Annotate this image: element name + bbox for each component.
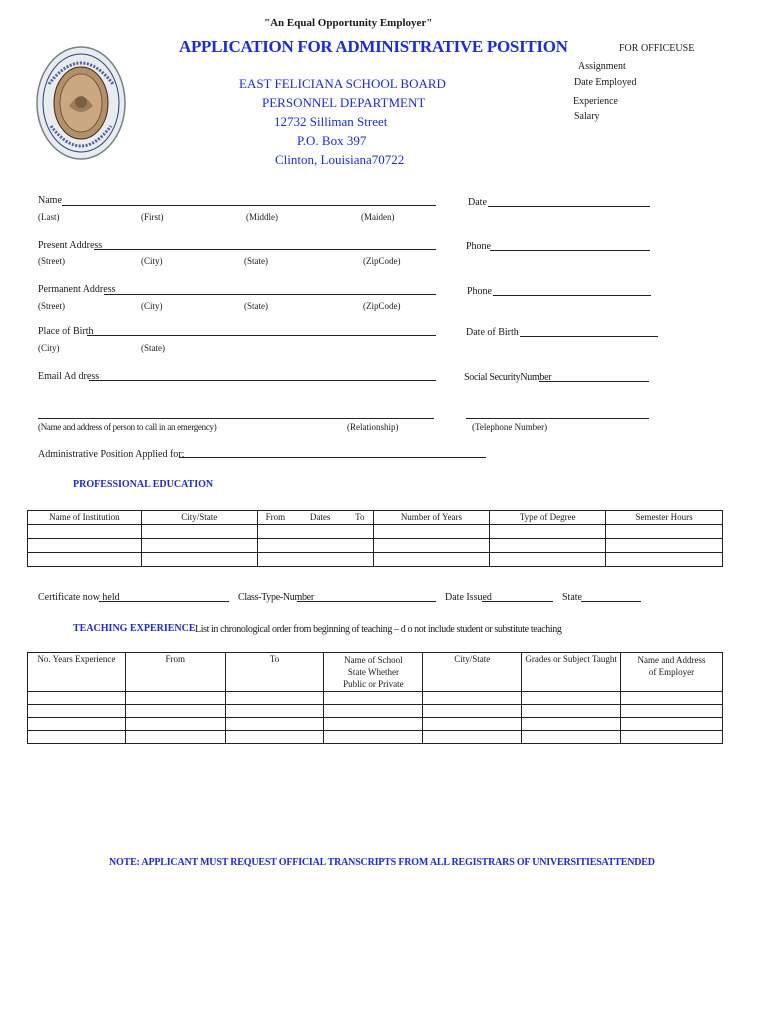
table-cell[interactable] <box>225 731 324 744</box>
table-cell[interactable] <box>490 553 606 567</box>
name-field[interactable] <box>62 205 436 206</box>
table-cell[interactable] <box>28 718 126 731</box>
certificate-state-label: State <box>562 592 582 603</box>
teaching-heading: TEACHING EXPERIENCE <box>73 623 196 634</box>
teach-header-school: Name of School State Whether Public or Private <box>324 653 423 692</box>
table-cell[interactable] <box>621 692 723 705</box>
birth-place-label: Place of Birth <box>38 326 94 337</box>
table-cell[interactable] <box>141 553 257 567</box>
table-cell[interactable] <box>522 718 621 731</box>
phone2-label: Phone <box>467 286 492 297</box>
table-cell[interactable] <box>28 705 126 718</box>
table-cell[interactable] <box>141 525 257 539</box>
name-sub-last: (Last) <box>38 212 60 222</box>
table-cell[interactable] <box>606 525 723 539</box>
emergency-phone-field[interactable] <box>466 418 649 419</box>
teach-header-to: To <box>225 653 324 692</box>
edu-header-city-state: City/State <box>141 511 257 525</box>
table-row <box>28 692 723 705</box>
table-cell[interactable] <box>490 539 606 553</box>
table-row <box>28 525 723 539</box>
table-cell[interactable] <box>423 731 522 744</box>
table-cell[interactable] <box>324 718 423 731</box>
email-field[interactable] <box>89 380 436 381</box>
table-cell[interactable] <box>257 553 373 567</box>
permanent-address-field[interactable] <box>104 294 436 295</box>
table-cell[interactable] <box>373 525 490 539</box>
table-cell[interactable] <box>257 539 373 553</box>
teaching-table <box>27 652 723 744</box>
education-heading: PROFESSIONAL EDUCATION <box>73 479 214 490</box>
table-cell[interactable] <box>324 692 423 705</box>
table-cell[interactable] <box>423 718 522 731</box>
date-label: Date <box>468 197 487 208</box>
position-label: Administrative Position Applied for: <box>38 449 185 460</box>
education-table <box>27 510 723 567</box>
table-cell[interactable] <box>125 705 225 718</box>
table-cell[interactable] <box>423 705 522 718</box>
table-row <box>28 705 723 718</box>
ssn-field[interactable] <box>539 381 649 382</box>
table-cell[interactable] <box>522 692 621 705</box>
certificate-class-field[interactable] <box>297 601 436 602</box>
table-cell[interactable] <box>373 539 490 553</box>
table-cell[interactable] <box>28 731 126 744</box>
certificate-issued-label: Date Issued <box>445 592 492 603</box>
present-sub-street: (Street) <box>38 256 65 266</box>
table-cell[interactable] <box>28 525 142 539</box>
table-cell[interactable] <box>324 731 423 744</box>
certificate-issued-field[interactable] <box>482 601 553 602</box>
edu-header-institution: Name of Institution <box>28 511 142 525</box>
present-sub-zip: (ZipCode) <box>363 256 401 266</box>
edu-header-hours: Semester Hours <box>606 511 723 525</box>
birth-date-label: Date of Birth _ <box>466 327 527 338</box>
office-use-salary: Salary <box>574 111 600 122</box>
edu-header-dates-label: Dates <box>309 512 331 522</box>
name-sub-first: (First) <box>141 212 164 222</box>
tagline: "An Equal Opportunity Employer" <box>264 17 433 29</box>
edu-header-years: Number of Years <box>373 511 490 525</box>
certificate-class-label: Class-Type-Number <box>238 592 314 603</box>
department-name: PERSONNEL DEPARTMENT <box>262 95 426 110</box>
emergency-contact-field[interactable] <box>38 418 434 419</box>
city-address: Clinton, Louisiana70722 <box>275 152 405 167</box>
present-sub-state: (State) <box>244 256 268 266</box>
table-cell[interactable] <box>225 718 324 731</box>
table-cell[interactable] <box>621 731 723 744</box>
transcript-note: NOTE: APPLICANT MUST REQUEST OFFICIAL TRANSCRIPTS FROM ALL REGISTRARS OF UNIVERSITIESATTENDED <box>109 857 655 868</box>
name-label: Name <box>38 195 62 206</box>
table-cell[interactable] <box>423 692 522 705</box>
certificate-held-field[interactable] <box>99 601 229 602</box>
table-row <box>28 718 723 731</box>
table-cell[interactable] <box>522 731 621 744</box>
permanent-address-label: Permanent Address <box>38 284 116 295</box>
emergency-name-label: (Name and address of person to call in an emergency) <box>38 422 217 432</box>
office-use-title: FOR OFFICEUSE <box>619 43 695 54</box>
teaching-instruction: List in chronological order from beginning of teaching – d o not include student or substitute teaching <box>195 624 562 635</box>
teach-header-employer: Name and Address of Employer <box>621 653 723 692</box>
table-cell[interactable] <box>28 692 126 705</box>
name-sub-maiden: (Maiden) <box>361 212 395 222</box>
table-row <box>28 553 723 567</box>
office-use-experience: Experience <box>573 96 618 107</box>
edu-header-dates <box>257 511 373 525</box>
table-cell[interactable] <box>257 525 373 539</box>
table-cell[interactable] <box>621 705 723 718</box>
phone-field[interactable] <box>490 250 650 251</box>
present-sub-city: (City) <box>141 256 163 266</box>
birth-sub-state: (State) <box>141 343 165 353</box>
birth-date-field[interactable] <box>520 336 658 337</box>
table-cell[interactable] <box>225 692 324 705</box>
table-cell[interactable] <box>490 525 606 539</box>
emergency-relationship-label: (Relationship) <box>347 422 399 432</box>
table-cell[interactable] <box>28 553 142 567</box>
table-cell[interactable] <box>606 539 723 553</box>
table-cell[interactable] <box>141 539 257 553</box>
table-row <box>28 731 723 744</box>
table-cell[interactable] <box>373 553 490 567</box>
table-cell[interactable] <box>621 718 723 731</box>
table-cell[interactable] <box>125 692 225 705</box>
certificate-held-label: Certificate now held <box>38 592 120 603</box>
permanent-sub-zip: (ZipCode) <box>363 301 401 311</box>
table-cell[interactable] <box>125 718 225 731</box>
teach-header-years: No. Years Experience <box>28 653 126 692</box>
edu-header-degree: Type of Degree <box>490 511 606 525</box>
table-cell[interactable] <box>522 705 621 718</box>
teach-header-grades: Grades or Subject Taught <box>522 653 621 692</box>
present-address-field[interactable] <box>94 249 436 250</box>
edu-header-from: From <box>265 512 286 522</box>
name-sub-middle: (Middle) <box>246 212 278 222</box>
permanent-sub-city: (City) <box>141 301 163 311</box>
phone2-field[interactable] <box>493 295 651 296</box>
certificate-state-field[interactable] <box>581 601 641 602</box>
ssn-label: Social SecurityNumber <box>464 372 552 383</box>
present-address-label: Present Address <box>38 240 103 251</box>
permanent-sub-state: (State) <box>244 301 268 311</box>
table-cell[interactable] <box>28 539 142 553</box>
street-address: 12732 Silliman Street <box>274 114 388 129</box>
teach-header-from: From <box>125 653 225 692</box>
table-row <box>28 539 723 553</box>
po-box: P.O. Box 397 <box>297 133 367 148</box>
office-use-date-employed: Date Employed <box>574 77 637 88</box>
emergency-phone-label: (Telephone Number) <box>472 422 548 432</box>
position-field[interactable] <box>179 457 486 458</box>
date-field[interactable] <box>488 206 650 207</box>
page-title: APPLICATION FOR ADMINISTRATIVE POSITION <box>179 37 568 56</box>
birth-place-field[interactable] <box>87 335 436 336</box>
school-board-seal <box>35 44 127 162</box>
org-name: EAST FELICIANA SCHOOL BOARD <box>239 76 446 91</box>
teach-header-city-state: City/State <box>423 653 522 692</box>
table-cell[interactable] <box>125 731 225 744</box>
birth-sub-city: (City) <box>38 343 60 353</box>
table-cell[interactable] <box>225 705 324 718</box>
phone-label: Phone <box>466 241 491 252</box>
email-label: Email Ad dress <box>38 371 100 382</box>
table-cell[interactable] <box>324 705 423 718</box>
edu-header-to: To <box>355 512 365 522</box>
permanent-sub-street: (Street) <box>38 301 65 311</box>
office-use-assignment: Assignment <box>578 61 626 72</box>
table-cell[interactable] <box>606 553 723 567</box>
